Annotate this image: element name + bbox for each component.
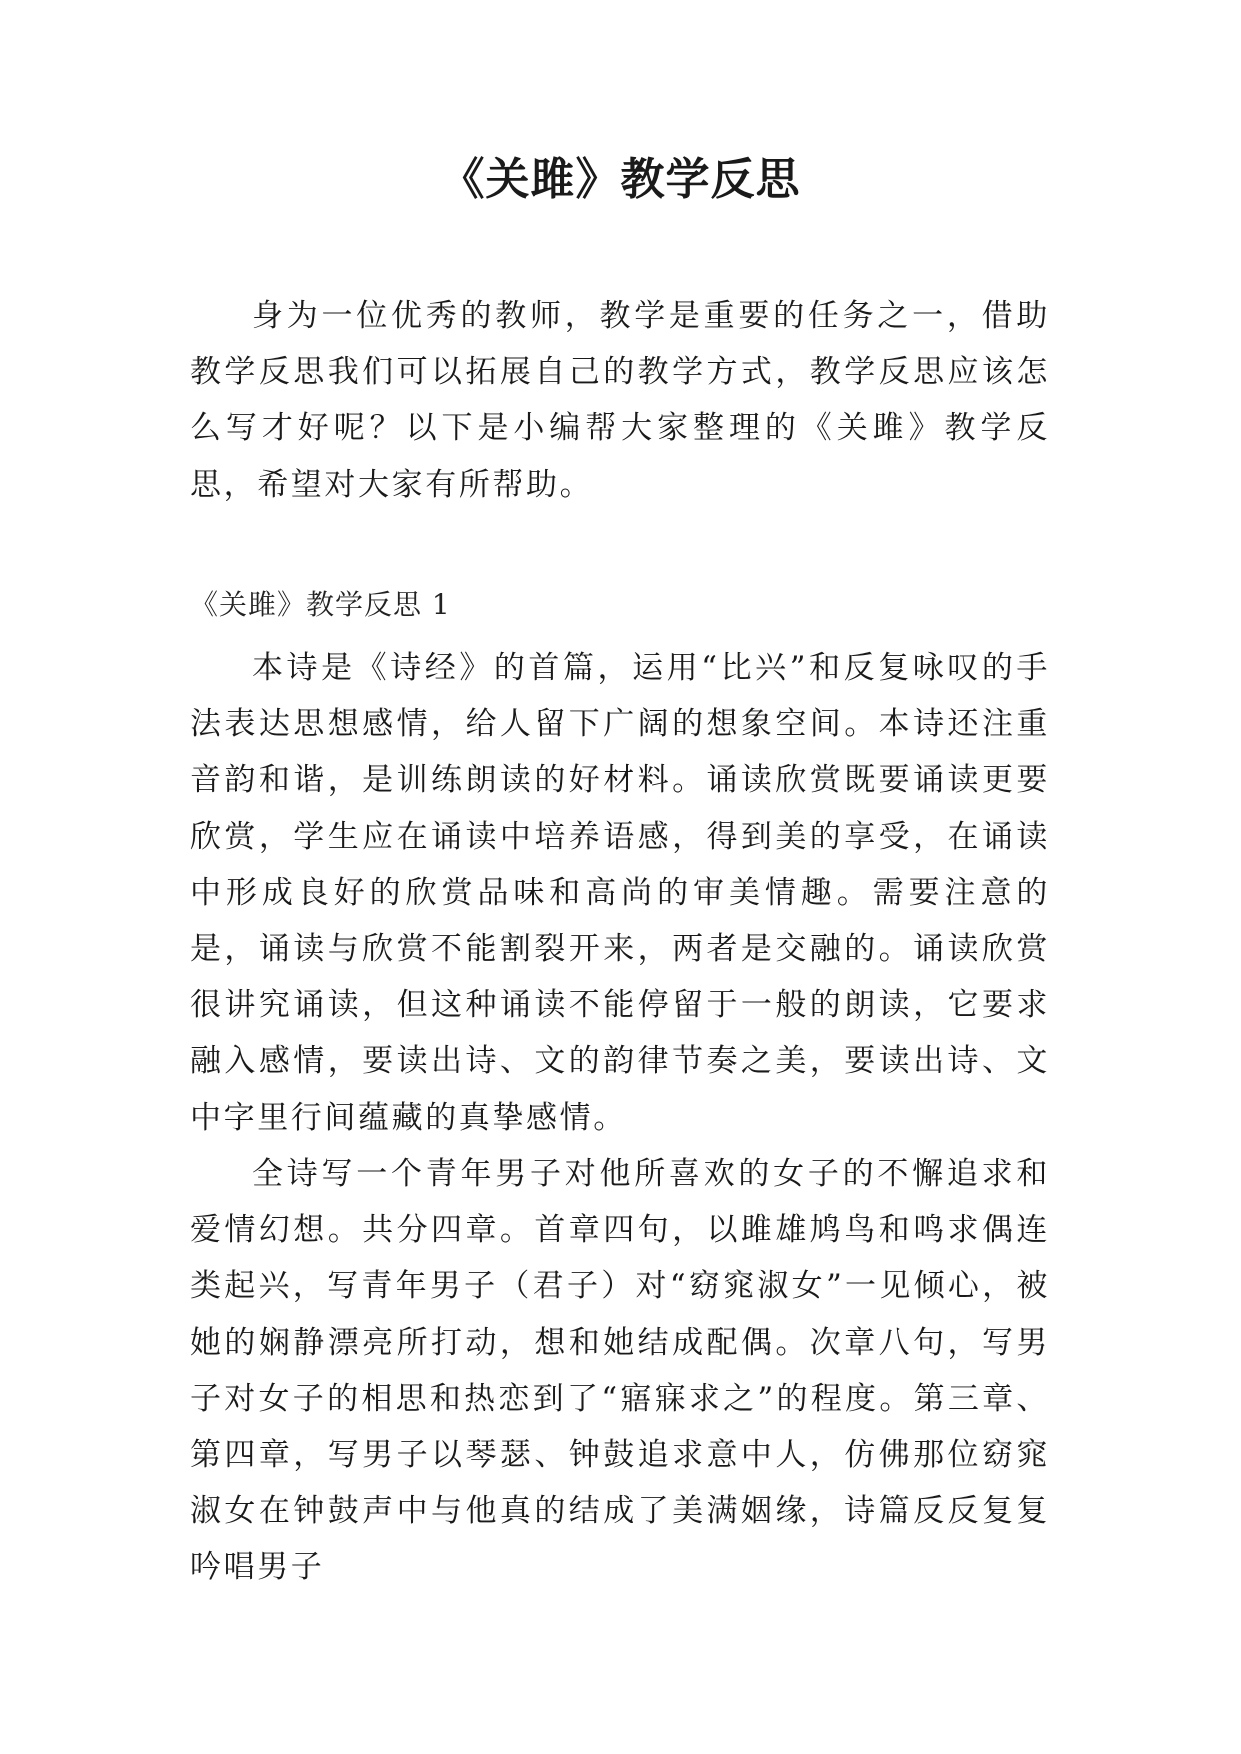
document-title: 《关雎》教学反思 (440, 154, 801, 205)
body-paragraph: 本诗是《诗经》的首篇，运用“比兴”和反复咏叹的手法表达思想感情，给人留下广阔的想象空间。本诗还注重音韵和谐，是训练朗读的好材料。诵读欣赏既要诵读更要欣赏，学生应在诵读中培养语感，得到美的享受，在诵读中形成良好的欣赏品味和高尚的审美情趣。需要注意的是，诵读与欣赏不能割裂开来，两者是交融的。诵读欣赏很讲究诵读，但这种诵读不能停留于一般的朗读，它要求融入感情，要读出诗、文的韵律节奏之美，要读出诗、文中字里行间蕴藏的真挚感情。 (190, 650, 1050, 1136)
body-paragraph: 全诗写一个青年男子对他所喜欢的女子的不懈追求和爱情幻想。共分四章。首章四句，以雎雄鸠鸟和鸣求偶连类起兴，写青年男子（君子）对“窈窕淑女”一见倾心，被她的娴静漂亮所打动，想和她结成配偶。次章八句，写男子对女子的相思和热恋到了“寤寐求之”的程度。第三章、第四章，写男子以琴瑟、钟鼓追求意中人，仿佛那位窈窕淑女在钟鼓声中与他真的结成了美满姻缘，诗篇反反复复吟唱男子 (190, 1156, 1050, 1586)
intro-paragraph: 身为一位优秀的教师，教学是重要的任务之一，借助教学反思我们可以拓展自己的教学方式，教学反思应该怎么写才好呢？以下是小编帮大家整理的《关雎》教学反思，希望对大家有所帮助。 (190, 298, 1050, 503)
section-heading: 《关雎》教学反思 1 (190, 588, 451, 621)
